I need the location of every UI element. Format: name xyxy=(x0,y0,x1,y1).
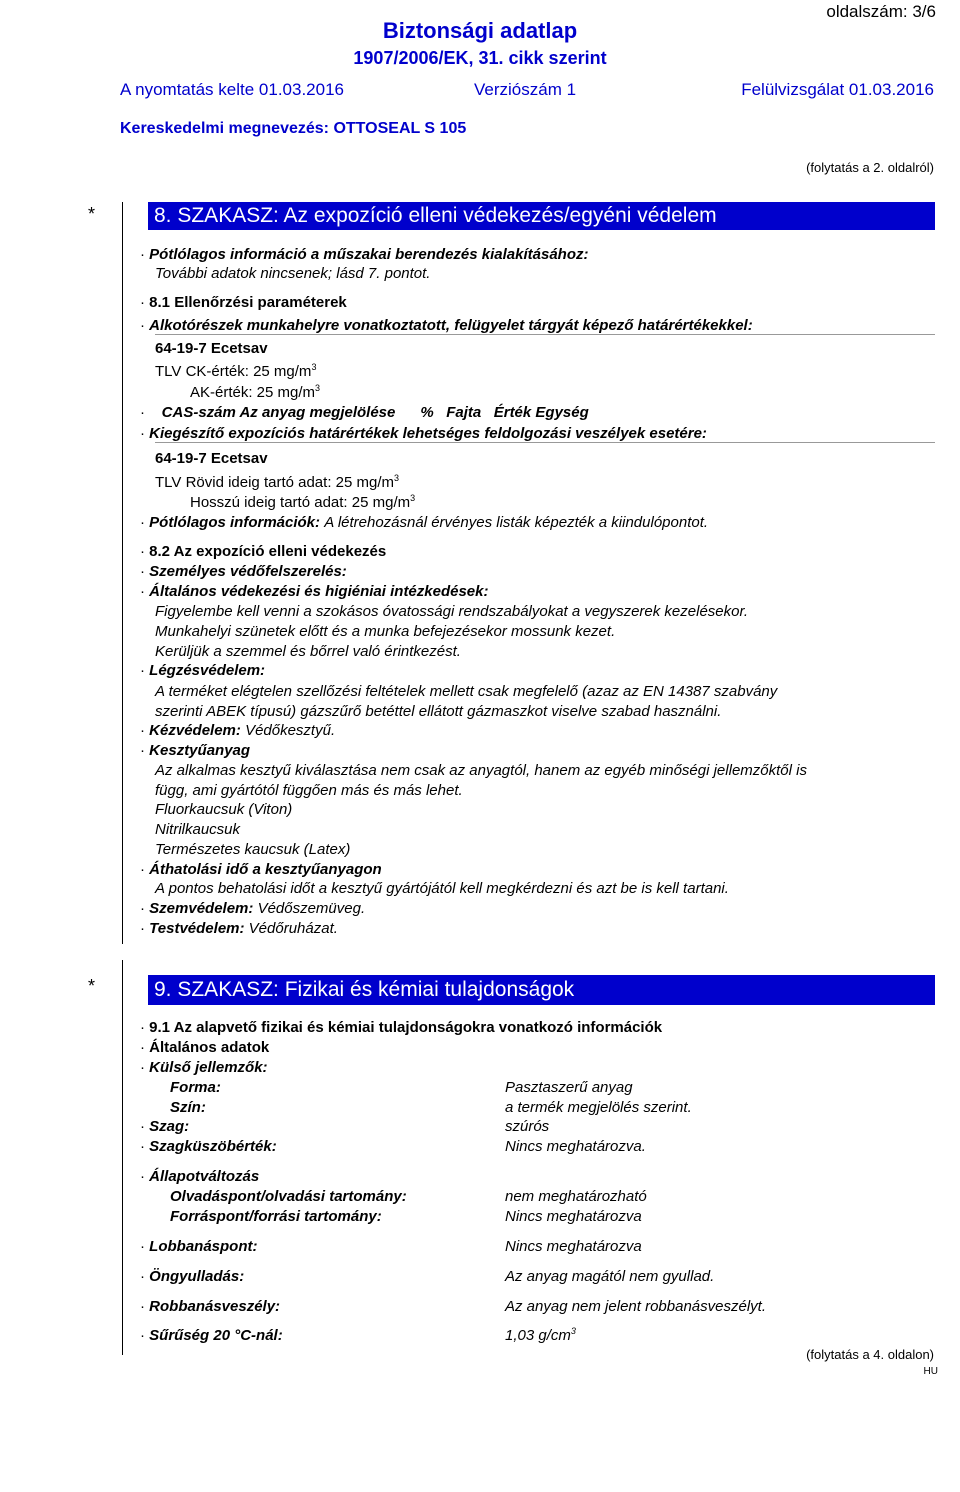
eye-label: Szemvédelem: xyxy=(149,900,254,917)
limit-components: Alkotórészek munkahelyre vonatkoztatott, felügyelet tárgyát képező határértékekkel: xyxy=(149,317,753,334)
divider xyxy=(155,334,935,335)
density-value-row xyxy=(505,1327,576,1344)
odor-row xyxy=(140,1118,189,1135)
tlv-ak: AK-érték: 25 mg/m xyxy=(190,384,316,401)
version: Verziószám 1 xyxy=(474,80,577,99)
bullet: · xyxy=(140,1238,145,1255)
hygiene-line-3: Kerüljük a szemmel és bőrrel való érintkezést. xyxy=(155,643,461,660)
superscript: 3 xyxy=(410,493,416,503)
form-value: Pasztaszerű anyag xyxy=(505,1079,633,1096)
ppe: Személyes védőfelszerelés: xyxy=(149,563,347,580)
hand-label: Kézvédelem: xyxy=(149,722,241,739)
bullet: · xyxy=(140,425,145,442)
tlv-ck-row xyxy=(155,363,316,380)
divider xyxy=(155,442,935,443)
density-label: Sűrűség 20 °C-nál: xyxy=(149,1327,283,1344)
bullet: · xyxy=(140,1298,145,1315)
continued-to: (folytatás a 4. oldalon) xyxy=(806,1347,934,1362)
general-row xyxy=(140,1039,269,1056)
ppe-row xyxy=(140,563,347,580)
basic-info: 9.1 Az alapvető fizikai és kémiai tulajdonságokra vonatkozó információk xyxy=(149,1019,663,1036)
bullet: · xyxy=(140,1039,145,1056)
boiling-value: Nincs meghatározva xyxy=(505,1208,642,1225)
hand-row xyxy=(140,722,335,739)
tlv-ck: TLV CK-érték: 25 mg/m xyxy=(155,363,312,380)
explosion-value: Az anyag nem jelent robbanásveszélyt. xyxy=(505,1298,766,1315)
ignition-label: Öngyulladás: xyxy=(149,1268,245,1285)
bullet: · xyxy=(140,1118,145,1135)
hygiene-line-1: Figyelembe kell venni a szokásos óvatossági rendszabályokat a vegyszerek kezelésekor. xyxy=(155,603,749,620)
bullet: · xyxy=(140,861,145,878)
eye-row xyxy=(140,900,365,917)
cas-header-row xyxy=(140,404,589,421)
tlv-short: TLV Rövid ideig tartó adat: 25 mg/m xyxy=(155,474,395,491)
penetration-row xyxy=(140,861,382,878)
glove-line-5: Természetes kaucsuk (Latex) xyxy=(155,841,351,858)
superscript: 3 xyxy=(570,1326,576,1336)
substance1-name: 64-19-7 Ecetsav xyxy=(155,340,268,357)
odor-threshold-label: Szagküszöbérték: xyxy=(149,1138,277,1155)
body-label: Testvédelem: xyxy=(149,920,245,937)
continued-from: (folytatás a 2. oldalról) xyxy=(806,160,934,175)
print-date: A nyomtatás kelte 01.03.2016 xyxy=(120,80,344,99)
bullet: · xyxy=(140,583,145,600)
tlv-ak-row xyxy=(190,384,320,401)
glove-label: Kesztyűanyag xyxy=(149,742,251,759)
tlv-short-row xyxy=(155,474,399,491)
odor-label: Szag: xyxy=(149,1118,190,1135)
bullet: · xyxy=(140,1168,145,1185)
bullet: · xyxy=(140,294,145,311)
superscript: 3 xyxy=(315,383,321,393)
tech-info-text: További adatok nincsenek; lásd 7. pontot. xyxy=(155,265,431,282)
density-row xyxy=(140,1327,283,1344)
bullet: · xyxy=(140,1268,145,1285)
exposure-controls-row xyxy=(140,543,386,560)
section9-left-bar xyxy=(122,960,123,1355)
bullet: · xyxy=(140,1019,145,1036)
section9-banner: 9. SZAKASZ: Fizikai és kémiai tulajdonságok xyxy=(148,975,935,1005)
general: Általános adatok xyxy=(149,1039,270,1056)
bullet: · xyxy=(140,900,145,917)
respiratory-label: Légzésvédelem: xyxy=(149,662,266,679)
hand-value: Védőkesztyű. xyxy=(245,722,336,739)
state-change-row xyxy=(140,1168,259,1185)
ignition-row xyxy=(140,1268,244,1285)
tech-info-label: Pótlólagos információ a műszakai berendezés kialakításához: xyxy=(149,246,589,263)
bullet: · xyxy=(140,662,145,679)
glove-line-1: Az alkalmas kesztyű kiválasztása nem csak az anyagtól, hanem az egyéb minőségi jellemzőktől is xyxy=(155,762,807,779)
explosion-row xyxy=(140,1298,280,1315)
bullet: · xyxy=(140,1059,145,1076)
form-label: Forma: xyxy=(170,1079,221,1096)
basic-info-row xyxy=(140,1019,662,1036)
body-value: Védőruházat. xyxy=(248,920,338,937)
bullet: · xyxy=(140,317,145,334)
cas-header: CAS-szám Az anyag megjelölése % Fajta Érték Egység xyxy=(161,404,589,421)
glove-line-2: függ, ami gyártótól függően más és más lehet. xyxy=(155,782,463,799)
section8-left-bar xyxy=(122,202,123,944)
respiratory-row xyxy=(140,662,265,679)
hygiene-line-2: Munkahelyi szünetek előtt és a munka befejezésekor mossunk kezet. xyxy=(155,623,616,640)
control-params-row xyxy=(140,294,347,311)
general-hygiene: Általános védekezési és higiéniai intézkedések: xyxy=(149,583,489,600)
revision: Felülvizsgálat 01.03.2016 xyxy=(741,80,934,99)
superscript: 3 xyxy=(394,473,400,483)
trade-name: Kereskedelmi megnevezés: OTTOSEAL S 105 xyxy=(120,120,467,137)
page-number: oldalszám: 3/6 xyxy=(826,2,936,21)
extra-info-row xyxy=(140,514,708,531)
exposure-controls: 8.2 Az expozíció elleni védekezés xyxy=(149,543,387,560)
bullet: · xyxy=(140,722,145,739)
appearance-row xyxy=(140,1059,268,1076)
odor-threshold-row xyxy=(140,1138,277,1155)
glove-row xyxy=(140,742,250,759)
bullet: · xyxy=(140,1327,145,1344)
penetration-text: A pontos behatolási időt a kesztyű gyártójától kell megkérdezni és azt be is kell tartani. xyxy=(155,880,729,897)
hygiene-row xyxy=(140,583,489,600)
superscript: 3 xyxy=(311,362,317,372)
melting-value: nem meghatározható xyxy=(505,1188,647,1205)
glove-line-3: Fluorkaucsuk (Viton) xyxy=(155,801,293,818)
flash-row xyxy=(140,1238,258,1255)
control-params: 8.1 Ellenőrzési paraméterek xyxy=(149,294,347,311)
flash-value: Nincs meghatározva xyxy=(505,1238,642,1255)
penetration-label: Áthatolási idő a kesztyűanyagon xyxy=(149,861,382,878)
section8-banner: 8. SZAKASZ: Az expozíció elleni védekezés/egyéni védelem xyxy=(148,202,935,230)
extra-label: Pótlólagos információk: xyxy=(149,514,321,531)
melting-label: Olvadáspont/olvadási tartomány: xyxy=(170,1188,407,1205)
limit-components-row xyxy=(140,317,753,334)
section8-asterisk: * xyxy=(88,204,96,224)
respiratory-line-2: szerinti ABEK típusú) gázszűrő betéttel ellátott gázmaszkot viselve szabad használni. xyxy=(155,703,722,720)
tech-info-label-row xyxy=(140,246,589,263)
body-row xyxy=(140,920,338,937)
eye-value: Védőszemüveg. xyxy=(257,900,366,917)
color-label: Szín: xyxy=(170,1099,206,1116)
color-value: a termék megjelölés szerint. xyxy=(505,1099,692,1116)
explosion-label: Robbanásveszély: xyxy=(149,1298,281,1315)
bullet: · xyxy=(140,563,145,580)
state-change: Állapotváltozás xyxy=(149,1168,260,1185)
boiling-label: Forráspont/forrási tartomány: xyxy=(170,1208,382,1225)
regulation: 1907/2006/EK, 31. cikk szerint xyxy=(353,48,607,68)
document-title: Biztonsági adatlap xyxy=(382,18,578,43)
substance2-name: 64-19-7 Ecetsav xyxy=(155,450,268,467)
language-code: HU xyxy=(923,1366,938,1377)
additional-limits-row xyxy=(140,425,707,442)
bullet: · xyxy=(140,514,145,531)
bullet: · xyxy=(140,246,145,263)
bullet: · xyxy=(140,742,145,759)
bullet: · xyxy=(140,1138,145,1155)
additional-limits: Kiegészítő expozíciós határértékek lehetséges feldolgozási veszélyek esetére: xyxy=(149,425,707,442)
bullet: · xyxy=(140,404,145,421)
appearance: Külső jellemzők: xyxy=(149,1059,268,1076)
odor-value: szúrós xyxy=(505,1118,550,1135)
odor-threshold-value: Nincs meghatározva. xyxy=(505,1138,646,1155)
glove-line-4: Nitrilkaucsuk xyxy=(155,821,241,838)
bullet: · xyxy=(140,543,145,560)
tlv-long-row xyxy=(190,494,415,511)
ignition-value: Az anyag magától nem gyullad. xyxy=(505,1268,715,1285)
bullet: · xyxy=(140,920,145,937)
extra-text: A létrehozásnál érvényes listák képezték a kiindulópontot. xyxy=(324,514,709,531)
section9-asterisk: * xyxy=(88,976,96,996)
flash-label: Lobbanáspont: xyxy=(149,1238,258,1255)
density-value: 1,03 g/cm xyxy=(505,1327,571,1344)
respiratory-line-1: A terméket elégtelen szellőzési feltételek mellett csak megfelelő (azaz az EN 14387 szabvány xyxy=(155,683,778,700)
tlv-long: Hosszú ideig tartó adat: 25 mg/m xyxy=(190,494,411,511)
